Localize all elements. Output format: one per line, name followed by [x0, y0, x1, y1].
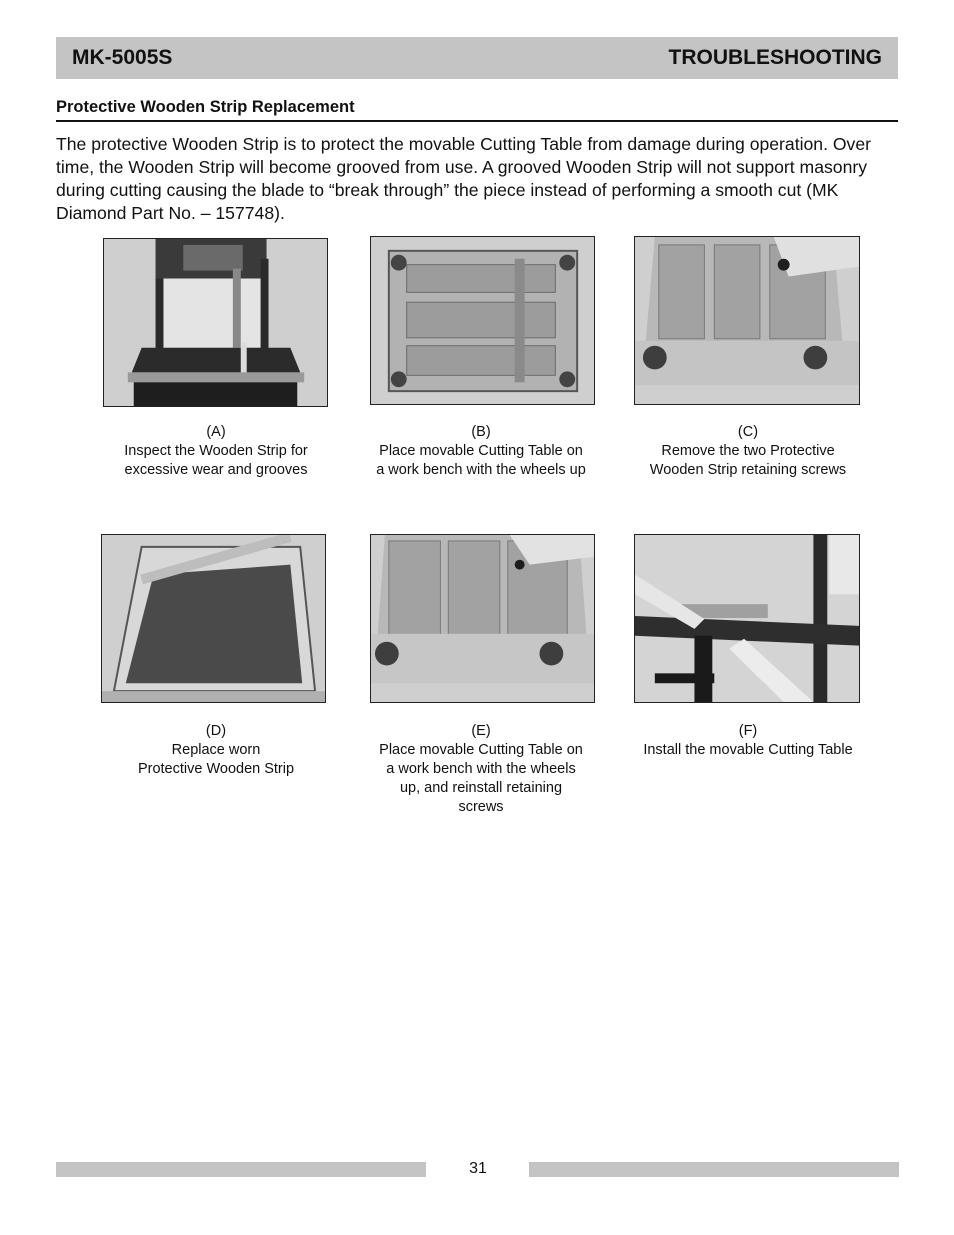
caption-b-text: Place movable Cutting Table on a work bench with the wheels up — [376, 443, 586, 478]
page-number: 31 — [469, 1160, 487, 1177]
caption-d-text: Replace worn Protective Wooden Strip — [137, 742, 295, 777]
caption-b — [361, 423, 601, 480]
caption-f — [628, 722, 868, 760]
caption-e — [361, 722, 601, 817]
caption-d-label: (D) — [205, 723, 227, 739]
photo-f-installing-table — [634, 534, 860, 703]
photo-c-removing-screws — [634, 236, 860, 405]
footer-bar-right — [529, 1162, 899, 1177]
caption-c — [628, 423, 868, 480]
caption-e-label: (E) — [471, 723, 491, 739]
caption-c-label: (C) — [737, 424, 759, 440]
model-name: MK-5005S — [72, 46, 173, 69]
intro-paragraph: The protective Wooden Strip is to protect the movable Cutting Table from damage during operation. Over time, the Wooden Strip will become grooved from use. A grooved Wooden Strip will not support masonry during cutting causing the blade to “break through” the piece instead of performing a smooth cut (MK Diamond Part No. – 157748). — [56, 134, 871, 223]
page-header — [56, 37, 898, 79]
caption-e-text: Place movable Cutting Table on a work bench with the wheels up, and reinstall retaining screws — [379, 742, 583, 815]
caption-a — [96, 423, 336, 480]
section-name: TROUBLESHOOTING — [668, 46, 882, 69]
caption-f-text: Install the movable Cutting Table — [643, 742, 853, 758]
photo-d-replacing-strip — [101, 534, 326, 703]
caption-f-label: (F) — [738, 723, 758, 739]
caption-a-text: Inspect the Wooden Strip for excessive wear and grooves — [124, 443, 308, 478]
caption-b-label: (B) — [471, 424, 491, 440]
photo-a-saw-cutting-table — [103, 238, 328, 407]
caption-d — [96, 722, 336, 779]
footer-bar-left — [56, 1162, 426, 1177]
photo-b-table-wheels-up — [370, 236, 595, 405]
caption-a-label: (A) — [206, 424, 226, 440]
section-title: Protective Wooden Strip Replacement — [56, 98, 898, 122]
caption-c-text: Remove the two Protective Wooden Strip retaining screws — [649, 443, 847, 478]
photo-e-reinstalling-screws — [370, 534, 595, 703]
